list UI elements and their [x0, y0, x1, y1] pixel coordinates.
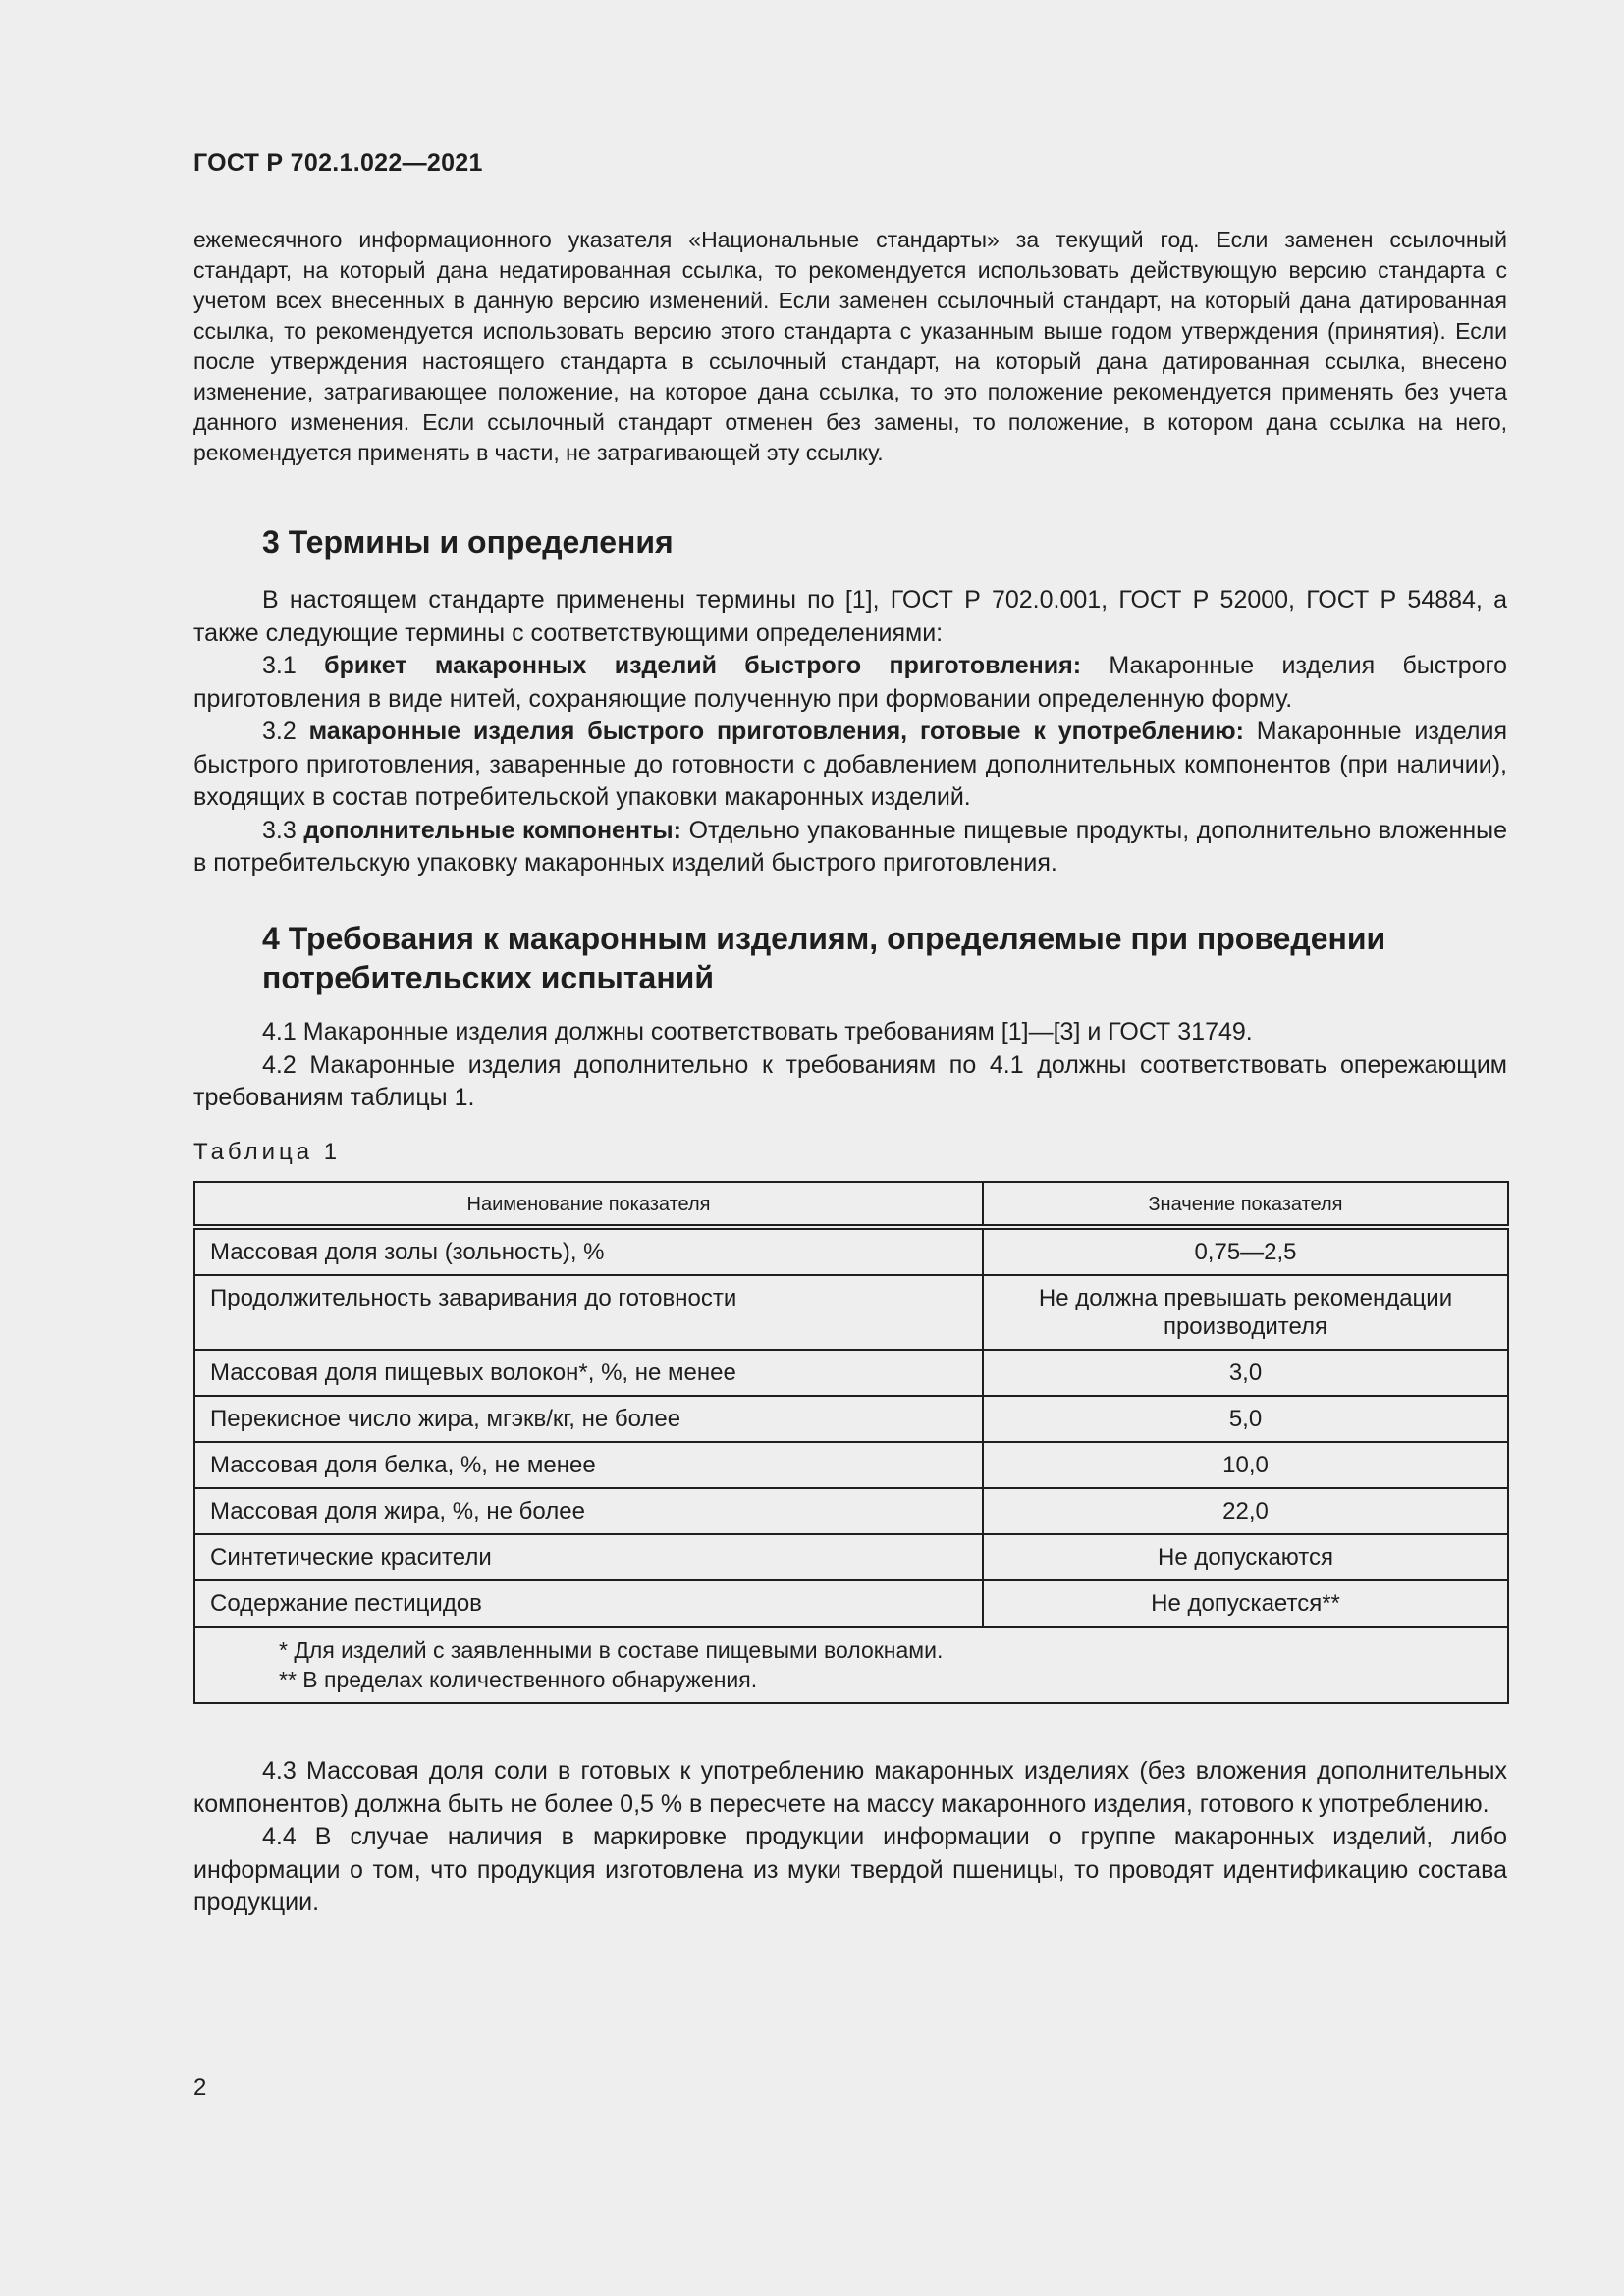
- term-definition: Макаронные изделия быстрого приготовления в виде нитей, сохраняющие полученную при формовании определенную форму.: [193, 652, 1507, 713]
- table-notes: [194, 1627, 1508, 1703]
- table-notes-row: [194, 1627, 1508, 1703]
- section-4-title: [193, 919, 1507, 997]
- table-row: [194, 1442, 1508, 1488]
- section-4-body: [193, 1016, 1507, 1115]
- term-name: брикет макаронных изделий быстрого приготовления:: [324, 652, 1082, 679]
- page-number: 2: [193, 2074, 207, 2101]
- intro-paragraph: ежемесячного информационного указателя «Национальные стандарты» за текущий год. Если заменен ссылочный стандарт, на который дана недатированная ссылка, то рекомендуется использовать действующую версию стандарта с учетом всех внесенных в данную версию изменений. Если заменен ссылочный стандарт, на который дана датированная ссылка, то рекомендуется использовать версию этого стандарта с указанным выше годом утверждения (принятия). Если после утверждения настоящего стандарта в ссылочный стандарт, на который дана датированная ссылка, внесено изменение, затрагивающее положение, на которое дана ссылка, то это положение рекомендуется применять без учета данного изменения. Если ссылочный стандарт отменен без замены, то положение, в котором дана ссылка на него, рекомендуется применять в части, не затрагивающей эту ссылку.: [193, 227, 1507, 465]
- table-note: * Для изделий с заявленными в составе пищевыми волокнами.: [279, 1637, 944, 1663]
- section-3-body: [193, 584, 1507, 881]
- table-cell-name: Перекисное число жира, мгэкв/кг, не более: [194, 1396, 983, 1442]
- section-4-title-line-1: 4 Требования к макаронным изделиям, определяемые при проведении: [262, 921, 1386, 956]
- table-cell-name: Массовая доля золы (зольность), %: [194, 1227, 983, 1275]
- intro-paragraph-block: [193, 225, 1507, 468]
- table-row: [194, 1227, 1508, 1275]
- table-cell-value: 5,0: [983, 1396, 1508, 1442]
- table-note: ** В пределах количественного обнаружения.: [279, 1667, 758, 1692]
- table-cell-name: Массовая доля белка, %, не менее: [194, 1442, 983, 1488]
- table-cell-name: Массовая доля пищевых волокон*, %, не менее: [194, 1350, 983, 1396]
- term-name: макаронные изделия быстрого приготовления, готовые к употреблению:: [308, 718, 1244, 745]
- paragraph-4-2: 4.2 Макаронные изделия дополнительно к требованиям по 4.1 должны соответствовать опережающим требованиям таблицы 1.: [193, 1050, 1507, 1111]
- table-cell-value: Не допускаются: [983, 1534, 1508, 1580]
- table-row: [194, 1396, 1508, 1442]
- section-4-title-line-2: потребительских испытаний: [262, 960, 715, 995]
- term-3-2: [193, 716, 1507, 815]
- table-cell-value: 22,0: [983, 1488, 1508, 1534]
- table-cell-value: 3,0: [983, 1350, 1508, 1396]
- table-1: [193, 1181, 1507, 1704]
- section-4: [193, 919, 1507, 997]
- term-3-3: [193, 815, 1507, 881]
- paragraph-4-1: 4.1 Макаронные изделия должны соответствовать требованиям [1]—[3] и ГОСТ 31749.: [262, 1018, 1253, 1045]
- term-definition: Макаронные изделия быстрого приготовления, заваренные до готовности с добавлением дополнительных компонентов (при наличии), входящих в состав потребительской упаковки макаронных изделий.: [193, 718, 1507, 811]
- term-definition: Отдельно упакованные пищевые продукты, дополнительно вложенные в потребительскую упаковку макаронных изделий быстрого приготовления.: [193, 816, 1508, 877]
- table-row: [194, 1350, 1508, 1396]
- term-number: 3.2: [262, 718, 309, 745]
- table-cell-name: Содержание пестицидов: [194, 1580, 983, 1627]
- table-cell-value: 0,75—2,5: [983, 1227, 1508, 1275]
- table-row: [194, 1275, 1508, 1350]
- table-cell-value: Не должна превышать рекомендации производителя: [983, 1275, 1508, 1350]
- document-code-header: ГОСТ Р 702.1.022—2021: [193, 149, 483, 177]
- table-cell-name: Синтетические красители: [194, 1534, 983, 1580]
- term-number: 3.3: [262, 816, 304, 844]
- table-row: [194, 1488, 1508, 1534]
- section-3-title: 3 Термины и определения: [262, 524, 674, 560]
- term-number: 3.1: [262, 652, 325, 679]
- section-3-intro: В настоящем стандарте применены термины по [1], ГОСТ Р 702.0.001, ГОСТ Р 52000, ГОСТ Р 54884, а также следующие термины с соответствующими определениями:: [193, 586, 1507, 647]
- table-header-row: [194, 1182, 1508, 1227]
- section-3: [193, 522, 1507, 561]
- term-3-1: [193, 650, 1507, 716]
- table-caption: Таблица 1: [193, 1139, 342, 1165]
- table-header-cell: Значение показателя: [983, 1182, 1508, 1227]
- table-row: [194, 1580, 1508, 1627]
- paragraph-4-4: 4.4 В случае наличия в маркировке продукции информации о группе макаронных изделий, либо информации о том, что продукция изготовлена из муки твердой пшеницы, то проводят идентификацию состава продукции.: [193, 1823, 1507, 1916]
- term-name: дополнительные компоненты:: [303, 816, 681, 844]
- table-cell-value: Не допускается**: [983, 1580, 1508, 1627]
- paragraph-4-3: 4.3 Массовая доля соли в готовых к употреблению макаронных изделиях (без вложения дополнительных компонентов) должна быть не более 0,5 % в пересчете на массу макаронного изделия, готового к употреблению.: [193, 1757, 1507, 1818]
- requirements-table: [193, 1181, 1509, 1704]
- table-cell-name: Массовая доля жира, %, не более: [194, 1488, 983, 1534]
- table-header-cell: Наименование показателя: [194, 1182, 983, 1227]
- table-row: [194, 1534, 1508, 1580]
- table-cell-value: 10,0: [983, 1442, 1508, 1488]
- section-4-continued: [193, 1755, 1507, 1920]
- table-cell-name: Продолжительность заваривания до готовности: [194, 1275, 983, 1350]
